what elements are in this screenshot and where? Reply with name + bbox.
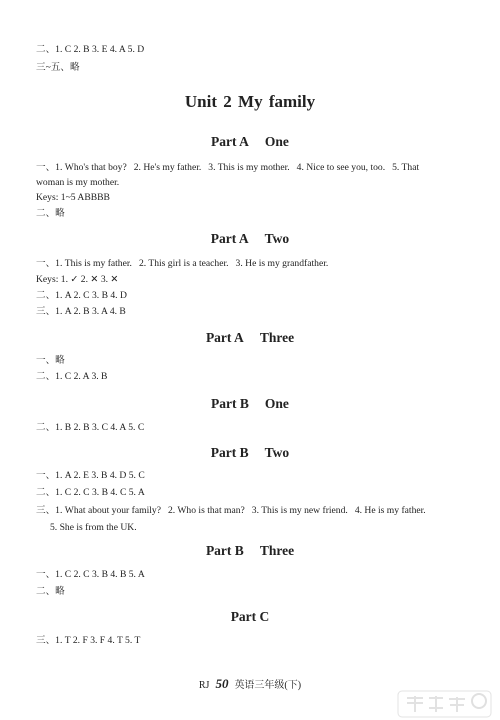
watermark-logo: [397, 690, 492, 718]
answer-line: Keys: 1. ✓ 2. ✕ 3. ✕: [36, 274, 119, 285]
answer-line: 二、1. C 2. C 3. B 4. C 5. A: [36, 487, 145, 498]
answer-line: 一、略: [36, 355, 65, 366]
footer-subject: 英语三年级(下): [234, 680, 302, 691]
answer-line: 二、略: [36, 586, 65, 597]
section-heading: Part A One: [211, 134, 289, 149]
unit-title: Unit 2 My family: [184, 92, 316, 111]
answer-line: 三、1. What about your family? 2. Who is that man? 3. This is my new friend. 4. He is my father.: [36, 505, 426, 516]
answer-line: 二、1. C 2. B 3. E 4. A 5. D: [36, 44, 145, 55]
section-heading: Part A Three: [205, 330, 295, 345]
answer-line: 二、1. B 2. B 3. C 4. A 5. C: [36, 422, 145, 433]
answer-line: 三~五、略: [36, 62, 80, 73]
answer-line: woman is my mother.: [36, 177, 120, 188]
page-number: 50: [215, 676, 229, 691]
answer-line: 二、1. C 2. A 3. B: [36, 371, 108, 382]
answer-line: 二、1. A 2. C 3. B 4. D: [36, 290, 127, 301]
footer-edition: RJ: [198, 680, 210, 691]
answer-line: 一、1. This is my father. 2. This girl is a teacher. 3. He is my grandfather.: [36, 258, 329, 269]
section-heading: Part C: [230, 609, 270, 624]
section-heading: Part B Two: [210, 445, 290, 460]
section-heading: Part A Two: [210, 231, 290, 246]
answer-line: 一、1. C 2. C 3. B 4. B 5. A: [36, 569, 145, 580]
answer-line: 5. She is from the UK.: [50, 522, 137, 533]
answer-line: 三、1. T 2. F 3. F 4. T 5. T: [36, 635, 141, 646]
answer-line: 二、略: [36, 208, 65, 219]
answer-line: 一、1. Who's that boy? 2. He's my father. 3. This is my mother. 4. Nice to see you, too. 5. That: [36, 162, 420, 173]
section-heading: Part B One: [211, 396, 289, 411]
answer-line: 一、1. A 2. E 3. B 4. D 5. C: [36, 470, 145, 481]
answer-line: 三、1. A 2. B 3. A 4. B: [36, 306, 126, 317]
section-heading: Part B Three: [205, 543, 295, 558]
answer-line: Keys: 1~5 ABBBB: [36, 192, 110, 203]
